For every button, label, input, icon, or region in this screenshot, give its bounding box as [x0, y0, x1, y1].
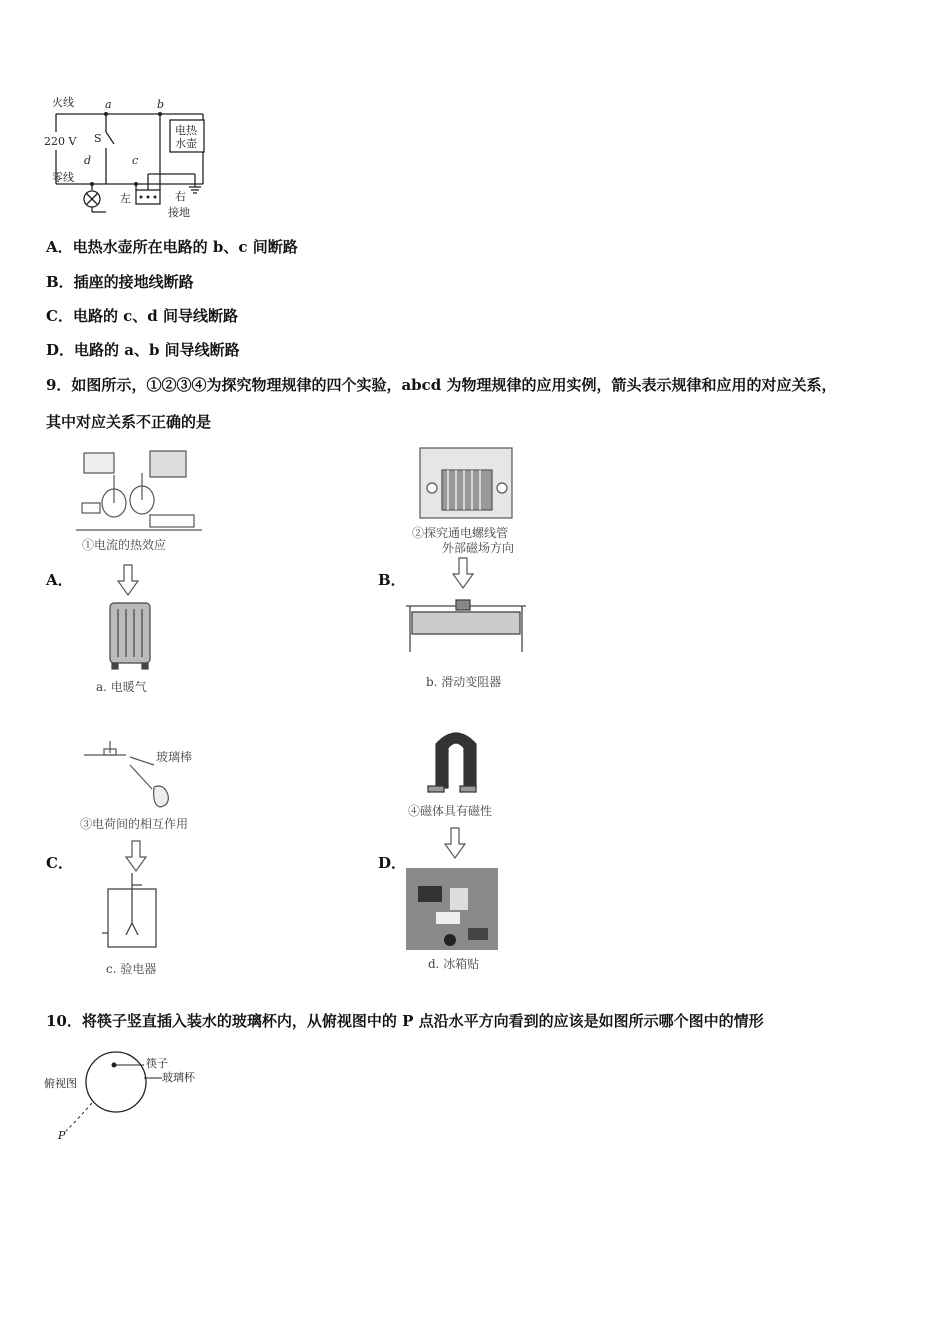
point-b-label: b [157, 98, 165, 111]
left-label: 左 [120, 192, 131, 205]
kettle-label-line2: 水壶 [175, 137, 197, 150]
q8-option-b: B．插座的接地线断路 [46, 273, 194, 291]
exp3-label: 玻璃棒 [156, 750, 193, 764]
point-p-label: P [58, 1129, 66, 1142]
q9-choice-d: D． [378, 854, 407, 872]
exp4-caption: ④磁体具有磁性 [408, 804, 493, 818]
point-a-label: a [105, 98, 112, 111]
point-c-label: c [132, 154, 139, 167]
exp1-caption: ①电流的热效应 [82, 538, 167, 552]
q9-stem-line2: 其中对应关系不正确的是 [46, 413, 212, 431]
exp3-caption: ③电荷间的相互作用 [80, 817, 189, 831]
exp2-caption-line1: ②探究通电螺线管 [412, 526, 509, 540]
top-view-label: 俯视图 [44, 1077, 77, 1090]
q10-top-view-figure [44, 1045, 224, 1145]
circuit-diagram [40, 92, 220, 222]
exp2-caption-line2: 外部磁场方向 [442, 541, 515, 555]
fire-line-label: 火线 [52, 96, 74, 109]
q8-option-c: C．电路的 c、d 间导线断路 [46, 307, 239, 325]
q9-figure-c [70, 735, 220, 980]
chopstick-label: 筷子 [146, 1057, 168, 1070]
kettle-label-line1: 电热 [175, 124, 197, 137]
app-a-caption: a. 电暖气 [96, 680, 147, 694]
q9-stem-line1: 9．如图所示，①②③④为探究物理规律的四个实验，abcd 为物理规律的应用实例，箭头表示规律和应用的对应关系， [46, 376, 837, 394]
q9-choice-b: B． [378, 571, 406, 589]
ground-label: 接地 [168, 206, 190, 219]
right-label: 右 [175, 190, 186, 203]
neutral-line-label: 零线 [52, 171, 74, 184]
q9-figure-b [398, 440, 538, 695]
q9-choice-c: C． [46, 854, 73, 872]
q10-stem: 10．将筷子竖直插入装水的玻璃杯内，从俯视图中的 P 点沿水平方向看到的应该是如图所示哪个图中的情形 [46, 1012, 764, 1030]
app-b-caption: b. 滑动变阻器 [426, 675, 502, 689]
q9-choice-a: A． [46, 571, 73, 589]
q8-option-a: A．电热水壶所在电路的 b、c 间断路 [46, 238, 298, 256]
app-c-caption: c. 验电器 [106, 962, 157, 976]
glass-label: 玻璃杯 [162, 1071, 195, 1084]
switch-label: S [94, 132, 102, 145]
app-d-caption: d. 冰箱贴 [428, 957, 480, 971]
q8-option-d: D．电路的 a、b 间导线断路 [46, 341, 240, 359]
point-d-label: d [84, 154, 92, 167]
voltage-label: 220 V [44, 135, 77, 148]
q9-figure-d [398, 718, 528, 980]
q9-figure-a [70, 445, 210, 700]
